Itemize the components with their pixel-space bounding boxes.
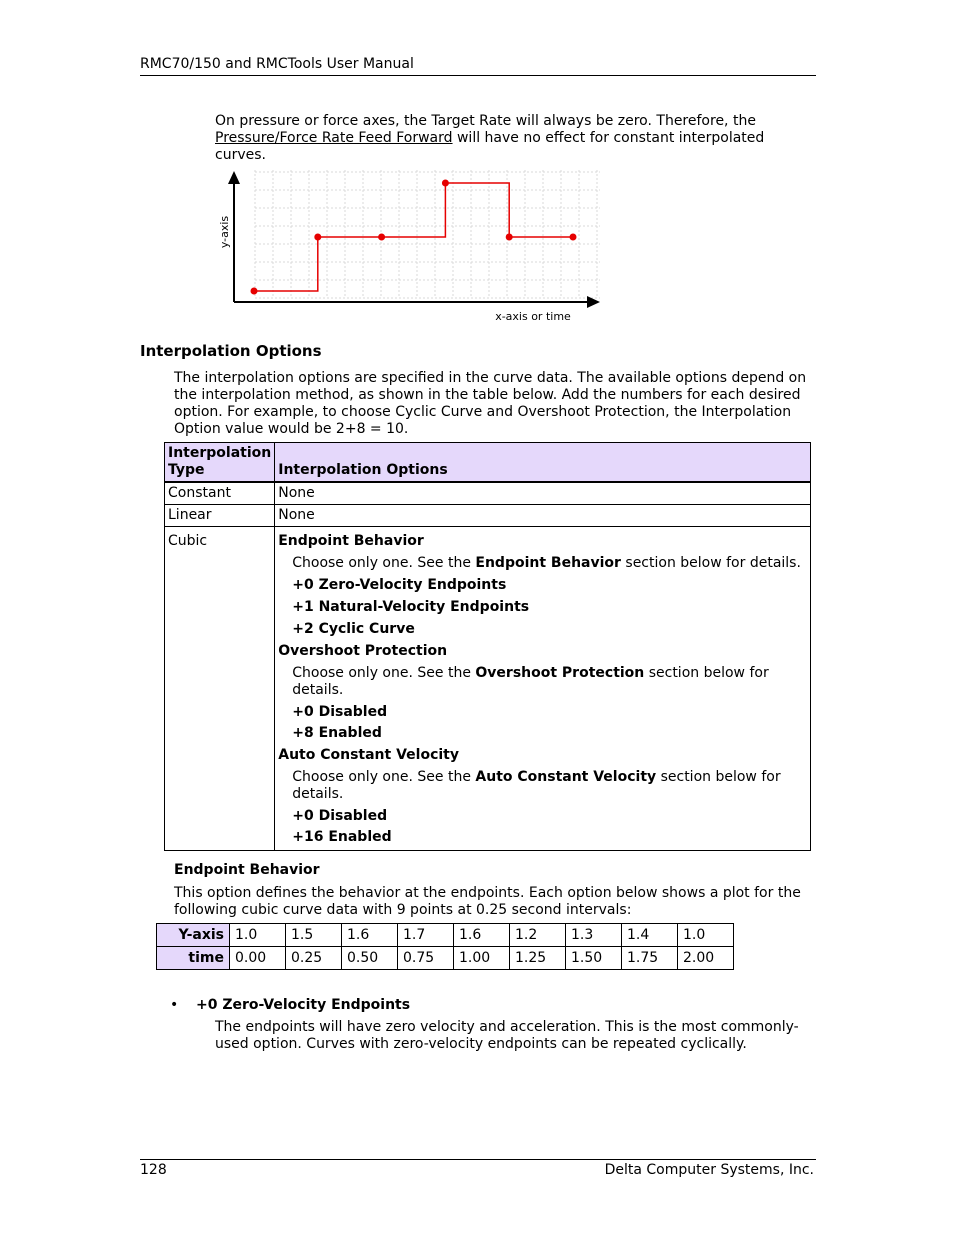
y-axis-row <box>157 924 734 947</box>
y-axis-arrow <box>228 171 240 184</box>
group-title: Endpoint Behavior <box>278 533 424 549</box>
table-row <box>165 505 811 527</box>
row-options: None <box>275 505 811 527</box>
bullet-body: The endpoints will have zero velocity and acceleration. This is the most commonly-used option. Curves with zero-velocity endpoints can be repeated cyclically. <box>215 1019 799 1052</box>
time-value-cell: 1.75 <box>622 947 678 970</box>
y-value-cell: 1.7 <box>398 924 454 947</box>
time-row <box>157 947 734 970</box>
option-item: +2 Cyclic Curve <box>292 621 415 637</box>
time-value-cell: 0.25 <box>286 947 342 970</box>
section-heading: Interpolation Options <box>140 342 322 360</box>
option-item: +1 Natural-Velocity Endpoints <box>292 599 530 615</box>
option-item: +8 Enabled <box>292 725 382 741</box>
step-series <box>251 180 577 295</box>
group-title: Overshoot Protection <box>278 643 448 659</box>
section-body: The interpolation options are specified in the curve data. The available options depend on the interpolation method, as shown in the table below. Add the numbers for each desired option. For example, to choose Cyclic Curve and Overshoot Protection, the Interpolation Option value would be 2+8 = 10. <box>174 370 807 437</box>
page-number: 128 <box>140 1162 167 1178</box>
time-value-cell: 2.00 <box>678 947 734 970</box>
chart-grid <box>255 170 600 298</box>
footer-rule <box>140 1159 816 1160</box>
x-axis-label: x-axis or time <box>495 310 571 323</box>
y-value-cell: 1.4 <box>622 924 678 947</box>
y-value-cell: 1.3 <box>566 924 622 947</box>
intro-text-1: On pressure or force axes, the Target Rate will always be zero. Therefore, the <box>215 113 756 129</box>
header-interpolation-type: Interpolation Type <box>165 443 275 483</box>
option-item: +0 Zero-Velocity Endpoints <box>292 577 507 593</box>
data-point <box>251 288 258 295</box>
option-item: +16 Enabled <box>292 829 392 845</box>
y-value-cell: 1.5 <box>286 924 342 947</box>
intro-text-2: will have no effect for constant interpolated curves. <box>215 130 765 163</box>
group-desc: Choose only one. See the Endpoint Behavior section below for details. <box>292 555 801 571</box>
row-type: Cubic <box>165 527 275 851</box>
header-rule <box>140 75 816 76</box>
pressure-force-rate-ff-link[interactable]: Pressure/Force Rate Feed Forward <box>215 130 453 146</box>
y-axis-label: y-axis <box>218 215 231 249</box>
time-value-cell: 1.00 <box>454 947 510 970</box>
table-row-cubic <box>165 527 811 851</box>
time-value-cell: 0.50 <box>342 947 398 970</box>
y-axis-header: Y-axis <box>157 924 230 947</box>
y-value-cell: 1.6 <box>454 924 510 947</box>
y-value-cell: 1.0 <box>230 924 286 947</box>
header-interpolation-options: Interpolation Options <box>275 443 811 483</box>
cubic-options <box>275 527 811 851</box>
data-point <box>314 234 321 241</box>
time-value-cell: 0.75 <box>398 947 454 970</box>
endpoint-body: This option defines the behavior at the endpoints. Each option below shows a plot for the following cubic curve data with 9 points at 0.25 second intervals: <box>174 885 801 918</box>
bullet-icon: • <box>170 997 179 1013</box>
group-desc: Choose only one. See the Overshoot Protection section below for details. <box>292 665 769 698</box>
y-value-cell: 1.6 <box>342 924 398 947</box>
interpolation-options-table <box>164 442 811 851</box>
x-axis-arrow <box>587 296 600 308</box>
time-value-cell: 0.00 <box>230 947 286 970</box>
table-row <box>165 482 811 505</box>
row-options: None <box>275 482 811 505</box>
row-type: Constant <box>165 482 275 505</box>
data-point <box>506 234 513 241</box>
bullet-label: +0 Zero-Velocity Endpoints <box>196 997 411 1013</box>
option-item: +0 Disabled <box>292 808 388 824</box>
data-point <box>378 234 385 241</box>
group-desc: Choose only one. See the Auto Constant Velocity section below for details. <box>292 769 781 802</box>
header-title: RMC70/150 and RMCTools User Manual <box>140 56 414 72</box>
row-type: Linear <box>165 505 275 527</box>
constant-interpolation-figure <box>215 168 605 328</box>
option-item: +0 Disabled <box>292 704 388 720</box>
endpoint-heading: Endpoint Behavior <box>174 862 320 878</box>
footer-company: Delta Computer Systems, Inc. <box>604 1162 814 1178</box>
intro-paragraph <box>215 113 815 164</box>
data-point <box>442 180 449 187</box>
y-value-cell: 1.0 <box>678 924 734 947</box>
y-value-cell: 1.2 <box>510 924 566 947</box>
group-title: Auto Constant Velocity <box>278 747 459 763</box>
data-point <box>570 234 577 241</box>
time-value-cell: 1.50 <box>566 947 622 970</box>
time-header: time <box>157 947 230 970</box>
time-value-cell: 1.25 <box>510 947 566 970</box>
curve-data-table <box>156 923 734 970</box>
